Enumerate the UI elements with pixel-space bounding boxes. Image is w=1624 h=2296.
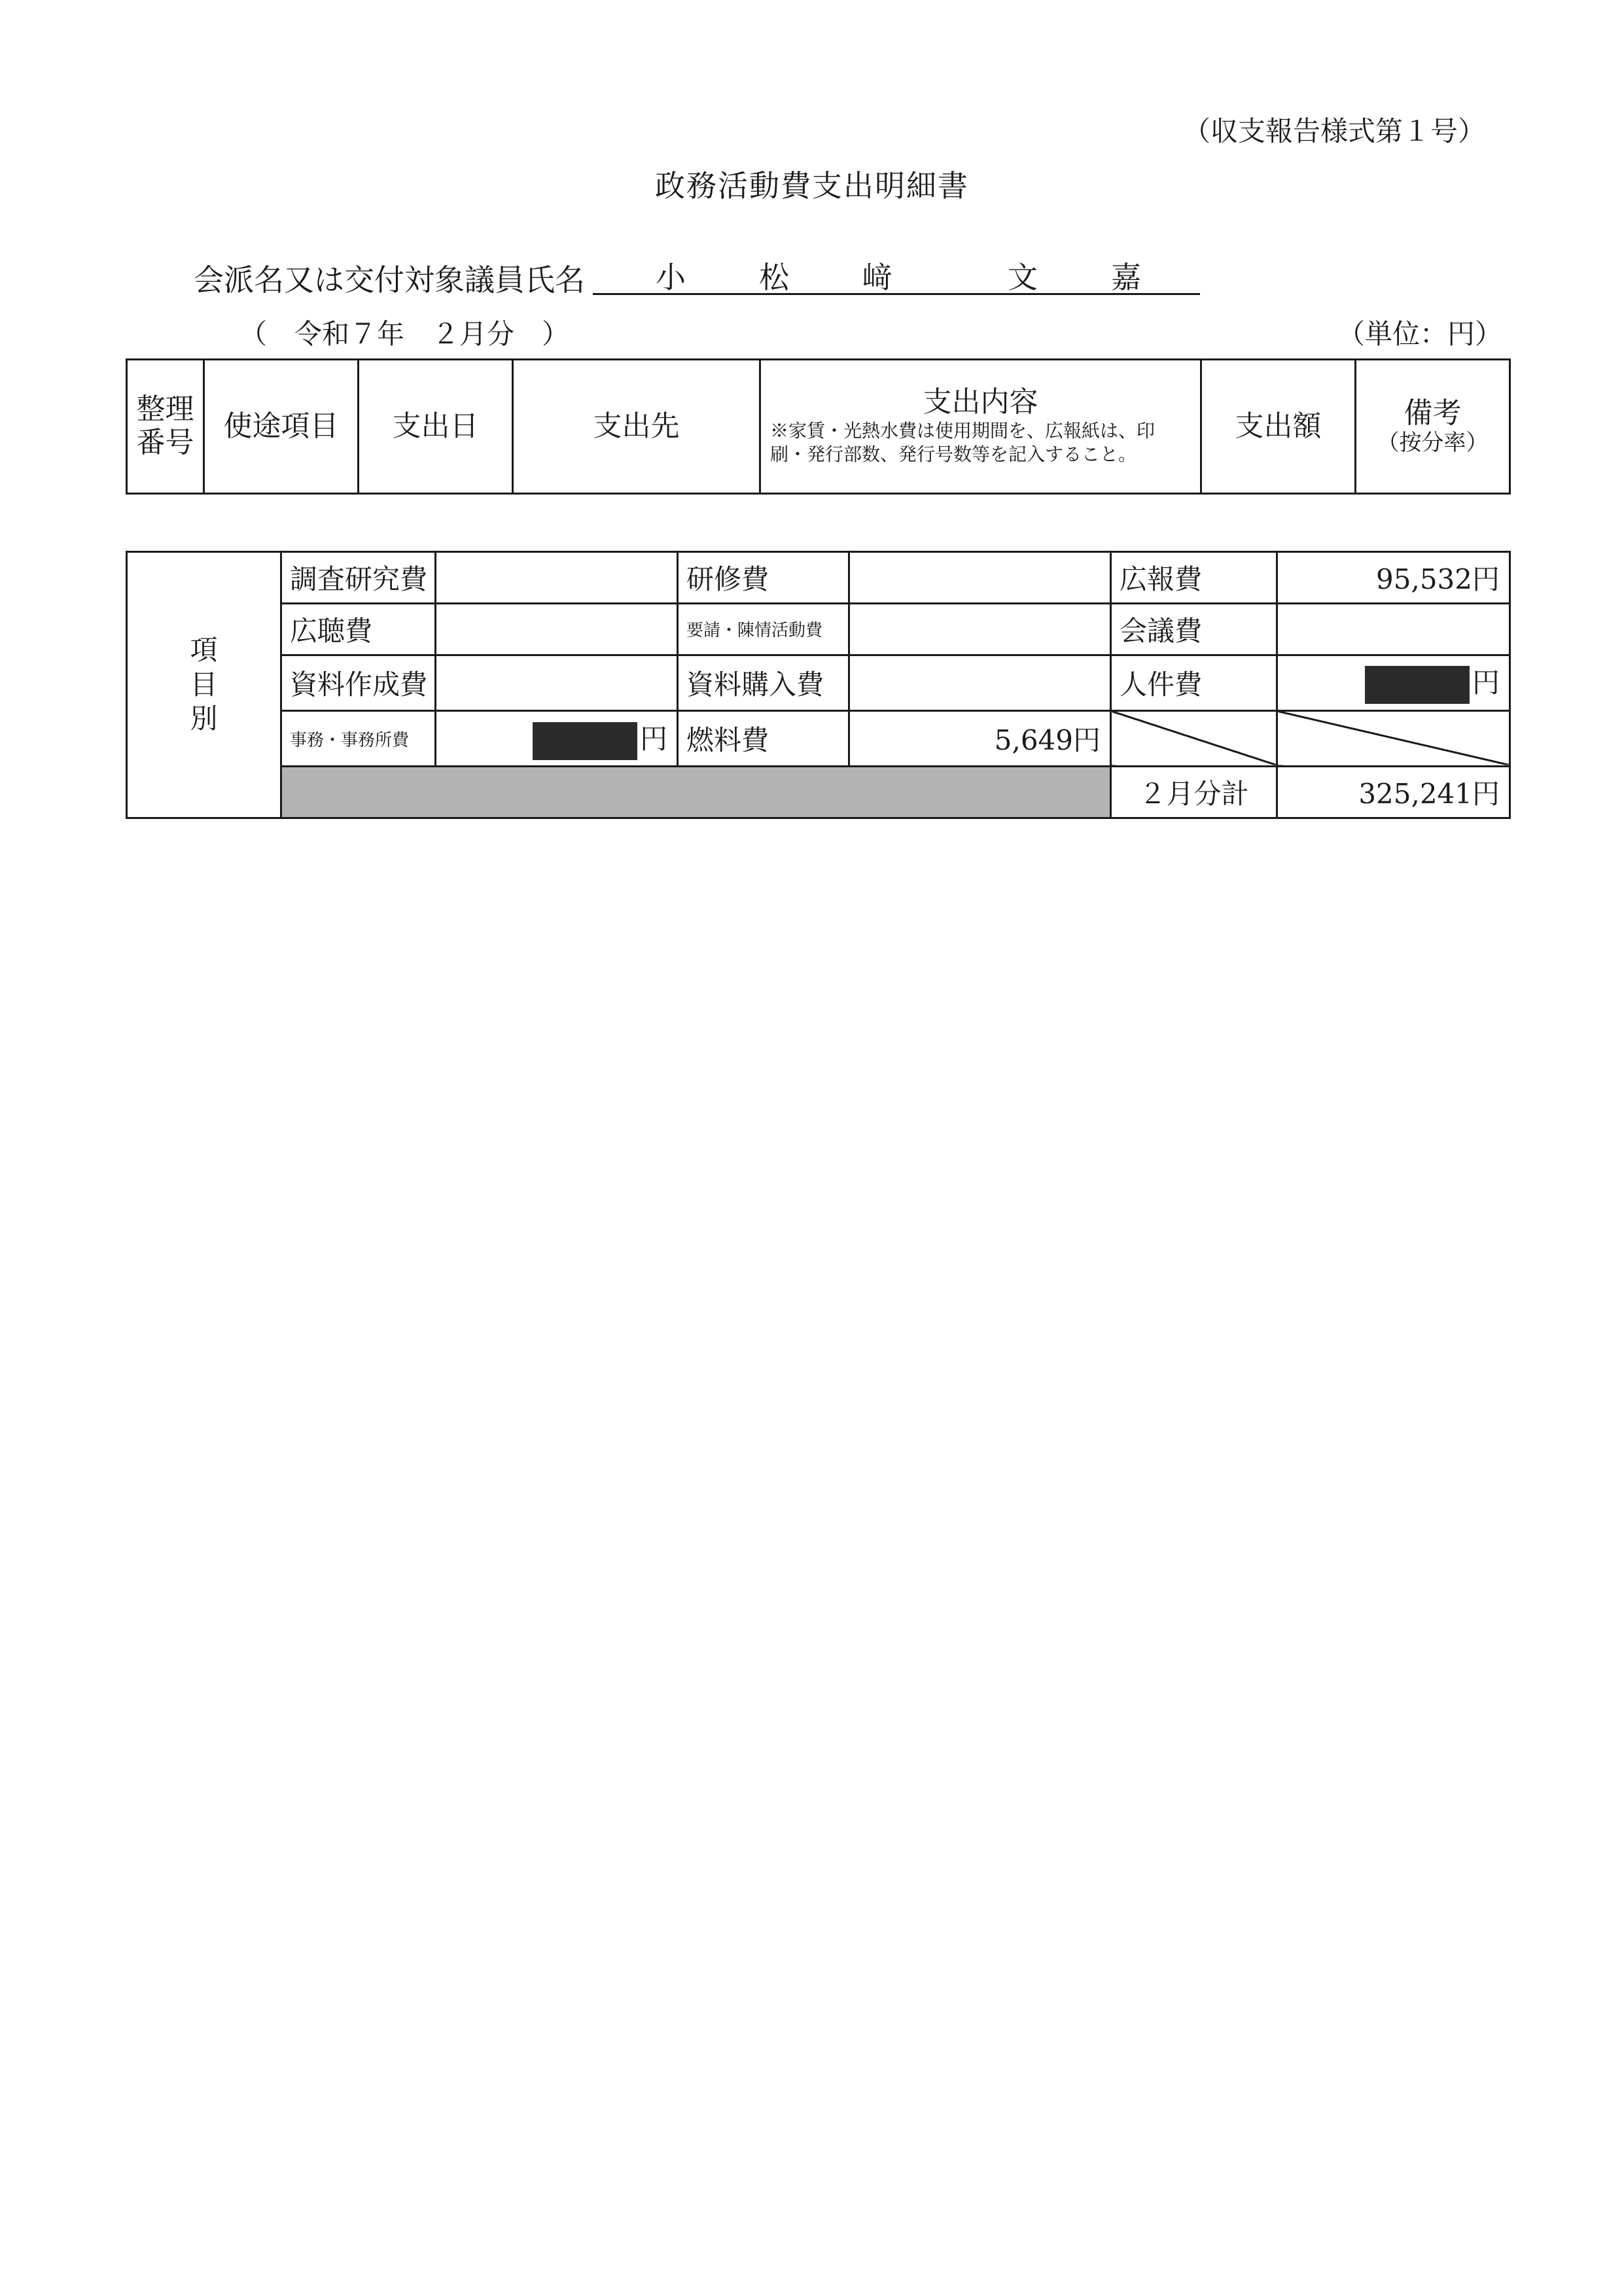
monthly-total-value: 325,241円 bbox=[1277, 767, 1510, 818]
category-side-label: 項目別 bbox=[127, 552, 281, 818]
monthly-total-label: ２月分計 bbox=[1111, 767, 1277, 818]
member-name-char: 文 bbox=[1008, 260, 1038, 295]
expense-detail-header bbox=[126, 358, 1511, 495]
header-content-note: ※家賃・光熱水費は使用期間を、広報紙は、印刷・発行部数、発行号数等を記入すること。 bbox=[770, 419, 1156, 466]
member-name-char: 﨑 bbox=[862, 260, 892, 295]
table-row bbox=[127, 552, 1510, 604]
header-remarks-title: 備考 bbox=[1403, 396, 1462, 430]
category-label: 燃料費 bbox=[678, 710, 849, 766]
category-value bbox=[849, 552, 1111, 604]
document-title: 政務活動費支出明細書 bbox=[655, 168, 969, 203]
header-content-title: 支出内容 bbox=[923, 385, 1038, 419]
header-number: 整理番号 bbox=[127, 360, 204, 494]
empty-diagonal-cell bbox=[1111, 710, 1277, 766]
table-row bbox=[127, 767, 1510, 818]
category-label: 資料購入費 bbox=[678, 655, 849, 710]
header-content bbox=[760, 360, 1201, 494]
category-value bbox=[849, 655, 1111, 710]
category-label: 要請・陳情活動費 bbox=[678, 603, 849, 655]
report-period: （ 令和７年 ２月分 ） bbox=[239, 318, 570, 350]
category-label: 人件費 bbox=[1111, 655, 1277, 710]
member-name-char: 嘉 bbox=[1111, 260, 1141, 295]
category-label: 資料作成費 bbox=[281, 655, 436, 710]
category-value-redacted: 円 bbox=[436, 710, 678, 766]
category-label: 広聴費 bbox=[281, 603, 436, 655]
category-value bbox=[1277, 603, 1510, 655]
empty-diagonal-cell bbox=[1277, 710, 1510, 766]
category-label: 調査研究費 bbox=[281, 552, 436, 604]
category-value bbox=[436, 552, 678, 604]
header-date: 支出日 bbox=[359, 360, 513, 494]
category-label: 研修費 bbox=[678, 552, 849, 604]
redaction-block bbox=[533, 722, 637, 760]
category-value: 5,649円 bbox=[849, 710, 1111, 766]
category-value-redacted: 円 bbox=[1277, 655, 1510, 710]
header-remarks bbox=[1356, 360, 1510, 494]
header-amount: 支出額 bbox=[1201, 360, 1356, 494]
shaded-blank-cell bbox=[281, 767, 1111, 818]
form-number: （収支報告様式第１号） bbox=[1183, 115, 1486, 147]
faction-label: 会派名又は交付対象議員氏名 bbox=[194, 262, 585, 298]
category-value bbox=[436, 655, 678, 710]
member-name-char: 松 bbox=[759, 260, 789, 295]
unit-label: （単位：円） bbox=[1337, 318, 1503, 350]
category-value bbox=[849, 603, 1111, 655]
category-summary-table bbox=[126, 551, 1511, 819]
category-label: 広報費 bbox=[1111, 552, 1277, 604]
header-purpose: 使途項目 bbox=[204, 360, 359, 494]
table-row bbox=[127, 655, 1510, 710]
category-value: 95,532円 bbox=[1277, 552, 1510, 604]
redaction-block bbox=[1365, 666, 1470, 704]
header-payee: 支出先 bbox=[513, 360, 760, 494]
category-value bbox=[436, 603, 678, 655]
member-name-char: 小 bbox=[656, 260, 686, 295]
table-row bbox=[127, 710, 1510, 766]
category-label: 会議費 bbox=[1111, 603, 1277, 655]
table-row bbox=[127, 603, 1510, 655]
header-remarks-sub: （按分率） bbox=[1377, 429, 1489, 456]
category-label: 事務・事務所費 bbox=[281, 710, 436, 766]
